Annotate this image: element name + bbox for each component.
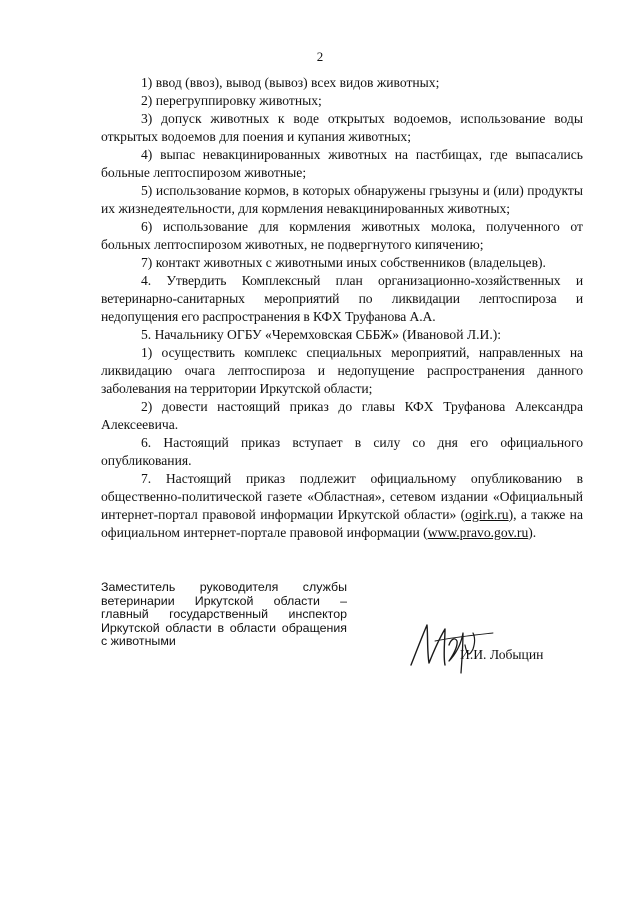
page-number: 2 bbox=[316, 49, 324, 64]
ogirk-link[interactable]: ogirk.ru bbox=[465, 507, 509, 522]
paragraph-point-6: 6. Настоящий приказ вступает в силу со дня его официального опубликования. bbox=[101, 435, 583, 468]
publication-text-1: 7. Настоящий приказ подлежит официальному опубликованию в общественно-политической газете «Областная», сетевом издании «Официальный интернет-портал правовой информации Иркутской области» ( bbox=[101, 471, 583, 522]
paragraph-item-7: 7) контакт животных с животными иных собственников (владельцев). bbox=[141, 255, 546, 270]
pravo-link[interactable]: www.pravo.gov.ru bbox=[427, 525, 529, 540]
paragraph-item-6: 6) использование для кормления животных молока, полученного от больных лептоспирозом животных, не подвергнутого кипячению; bbox=[101, 219, 583, 252]
document-body bbox=[101, 74, 583, 542]
paragraph-item-2: 2) перегруппировку животных; bbox=[141, 93, 322, 108]
paragraph-point-5-item-2: 2) довести настоящий приказ до главы КФХ Труфанова Александра Алексеевича. bbox=[101, 399, 583, 432]
paragraph-point-5-item-1: 1) осуществить комплекс специальных мероприятий, направленных на ликвидацию очага лептоспироза и недопущение распространения данного заболевания на территории Иркутской области; bbox=[101, 345, 583, 396]
paragraph-item-4: 4) выпас невакцинированных животных на пастбищах, где выпасались больные лептоспирозом животные; bbox=[101, 147, 583, 180]
signature-mark-icon bbox=[405, 615, 500, 677]
signer-name: И.И. Лобыцин bbox=[460, 647, 544, 662]
publication-text-3: ). bbox=[528, 525, 537, 540]
paragraph-point-7 bbox=[101, 470, 583, 542]
signer-position: Заместитель руководителя службы ветеринарии Иркутской области – главный государственный инспектор Иркутской области в области обращения с животными bbox=[101, 580, 347, 648]
paragraph-item-5: 5) использование кормов, в которых обнаружены грызуны и (или) продукты их жизнедеятельности, для кормления невакцинированных животных; bbox=[101, 183, 583, 216]
paragraph-point-5: 5. Начальнику ОГБУ «Черемховская СББЖ» (Ивановой Л.И.): bbox=[141, 327, 502, 342]
signature-block bbox=[101, 581, 347, 649]
paragraph-item-1: 1) ввод (ввоз), вывод (вывоз) всех видов животных; bbox=[141, 75, 440, 90]
paragraph-point-4: 4. Утвердить Комплексный план организационно-хозяйственных и ветеринарно-санитарных мероприятий по ликвидации лептоспироза и недопущения его распространения в КФХ Труфанова А.А. bbox=[101, 273, 583, 324]
publication-text-2: ), а также на официальном интернет-портале правовой информации ( bbox=[101, 507, 583, 540]
paragraph-item-3: 3) допуск животных к воде открытых водоемов, использование воды открытых водоемов для поения и купания животных; bbox=[101, 111, 583, 144]
